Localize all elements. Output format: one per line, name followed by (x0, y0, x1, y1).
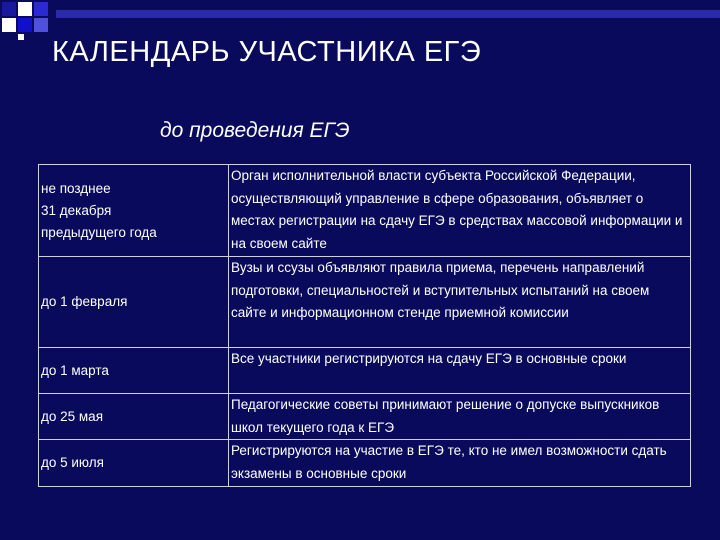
deadline-text: не позднее 31 декабря предыдущего года (41, 180, 157, 240)
page-subtitle: до проведения ЕГЭ (160, 119, 350, 142)
page-title: КАЛЕНДАРЬ УЧАСТНИКА ЕГЭ (52, 36, 482, 68)
header-bar (56, 10, 720, 18)
action-cell: Все участники регистрируются на сдачу ЕГЭ в основные сроки (231, 351, 627, 366)
table-row (39, 165, 690, 256)
deadline-cell (39, 440, 229, 486)
deadline-text: до 25 мая (41, 408, 104, 424)
table-row (39, 393, 690, 439)
deadline-text: до 5 июля (41, 455, 104, 470)
schedule-table (38, 164, 691, 487)
deadline-text: до 1 февраля (41, 294, 128, 309)
deadline-cell (39, 165, 229, 256)
table-row (39, 256, 690, 347)
action-cell: Педагогические советы принимают решение о допуске выпускников школ текущего года к ЕГЭ (231, 397, 660, 435)
deadline-cell (39, 394, 229, 439)
action-cell: Вузы и ссузы объявляют правила приема, перечень направлений подготовки, специальностей и вступительных испытаний на своем сайте и информационном стенде приемной комиссии (231, 260, 650, 320)
action-cell: Орган исполнительной власти субъекта Российской Федерации, осуществляющий управление в сфере образования, объявляет о местах регистрации на сдачу ЕГЭ в средствах массовой информации и на своем сайте (231, 168, 683, 251)
action-cell: Регистрируются на участие в ЕГЭ те, кто не имел возможности сдать экзамены в основные сроки (231, 443, 667, 481)
deadline-cell (39, 257, 229, 347)
table-row (39, 439, 690, 486)
table-row (39, 347, 690, 393)
deadline-text: до 1 марта (41, 362, 109, 378)
decorative-squares (0, 0, 60, 40)
deadline-cell (39, 348, 229, 393)
